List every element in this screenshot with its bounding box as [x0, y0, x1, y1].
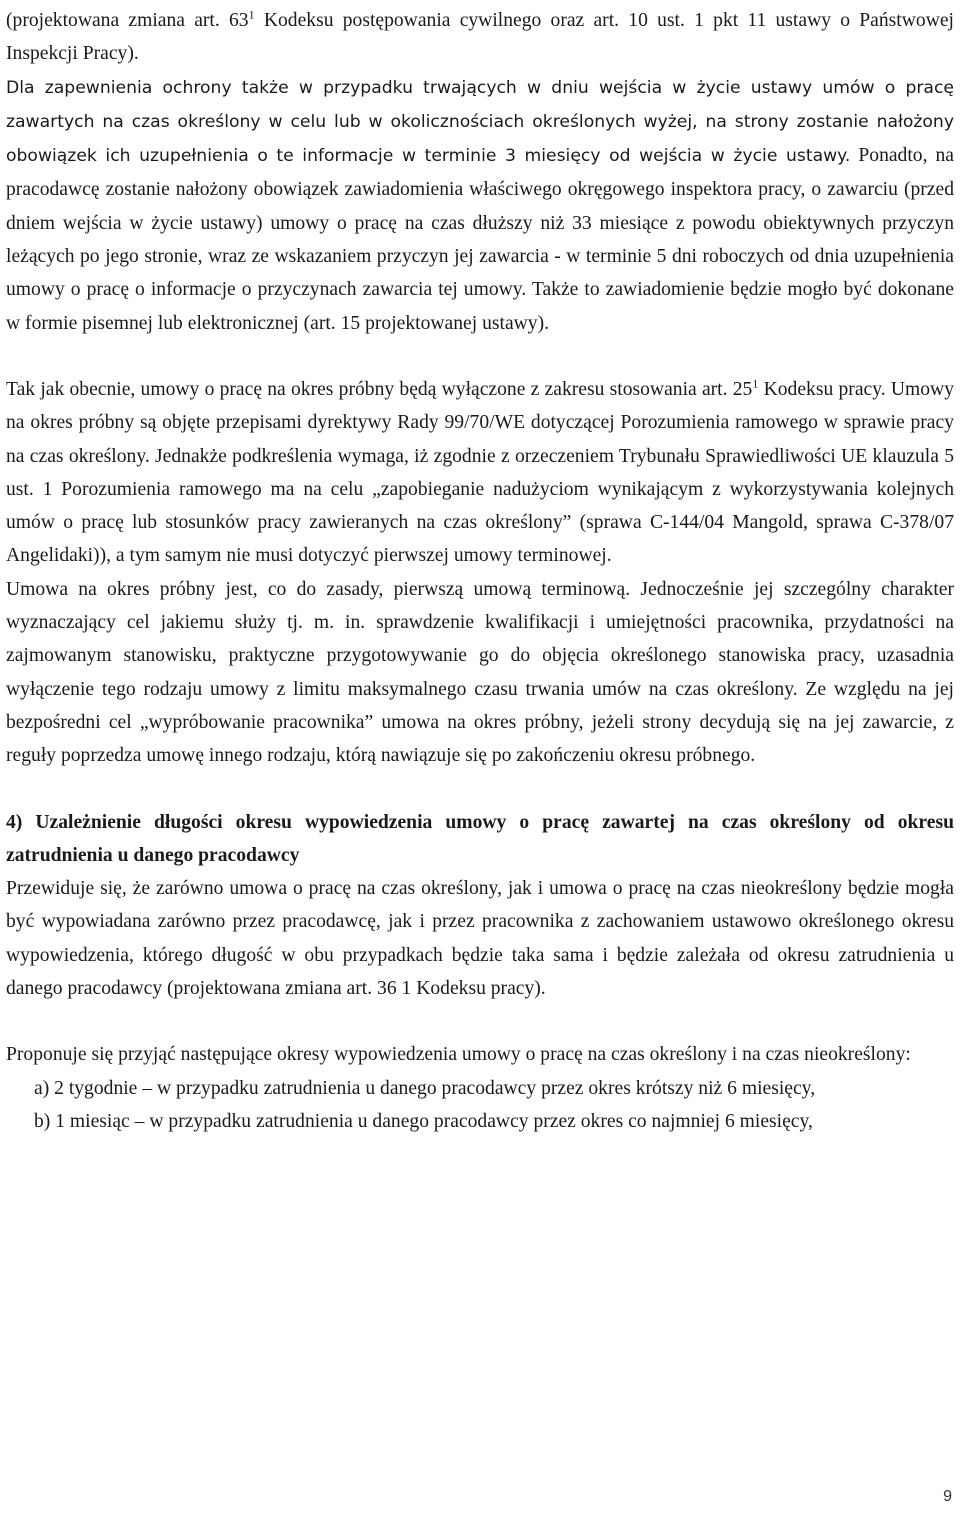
- section-heading: 4) Uzależnienie długości okresu wypowiedzenia umowy o pracę zawartej na czas określony od okresu zatrudnienia u danego pracodawcy: [6, 811, 954, 866]
- paragraph-5: Przewiduje się, że zarówno umowa o pracę na czas określony, jak i umowa o pracę na czas nieokreślony będzie mogła być wypowiadana zarówno przez pracodawcę, jak i przez pracownika z zachowaniem ustawowo określonego okresu wypowiedzenia, którego długość w obu przypadkach będzie taka sama i będzie zależała od okresu zatrudnienia u danego pracodawcy (projektowana zmiana art. 36 1 Kodeksu pracy).: [6, 878, 954, 1000]
- list-item-a: a) 2 tygodnie – w przypadku zatrudnienia u danego pracodawcy przez okres krótszy niż 6 miesięcy,: [34, 1077, 816, 1099]
- paragraph-4: Umowa na okres próbny jest, co do zasady, pierwszą umową terminową. Jednocześnie jej szczególny charakter wyznaczający cel jakiemu służy tj. m. in. sprawdzenie kwalifikacji i umiejętności pracownika, przydatności na zajmowanym stanowisku, praktyczne przygotowywanie go do objęcia określonego stanowiska pracy, uzasadnia wyłączenie tego rodzaju umowy z limitu maksymalnego czasu trwania umów na czas określony. Ze względu na jej bezpośredni cel „wypróbowanie pracownika” umowa na okres próbny, jeżeli strony decydują się na jej zawarcie, z reguły poprzedza umowę innego rodzaju, którą nawiązuje się po zakończeniu okresu próbnego.: [6, 578, 954, 767]
- document-page: [6, 4, 954, 1138]
- paragraph-1-text-a: (projektowana zmiana art. 63: [6, 10, 249, 31]
- paragraph-3: [6, 373, 954, 573]
- paragraph-6: Proponuje się przyjąć następujące okresy wypowiedzenia umowy o pracę na czas określony i na czas nieokreślony:: [6, 1044, 911, 1066]
- paragraph-2: [6, 71, 954, 340]
- paragraph-3-text-b: Kodeksu pracy. Umowy na okres próbny są objęte przepisami dyrektywy Rady 99/70/WE dotyczącej Porozumienia ramowego w sprawie pracy na czas określony. Jednakże podkreślenia wymaga, iż zgodnie z orzeczeniem Trybunału Sprawiedliwości UE klauzula 5 ust. 1 Porozumienia ramowego ma na celu „zapobieganie nadużyciom wynikającym z wykorzystywania kolejnych umów o pracę lub stosunków pracy zawieranych na czas określony” (sprawa C-144/04 Mangold, sprawa C-378/07 Angelidaki)), a tym samym nie musi dotyczyć pierwszej umowy terminowej.: [6, 378, 954, 567]
- spacer: [6, 1005, 954, 1038]
- paragraph-2-text-serif: Ponadto, na pracodawcę zostanie nałożony obowiązek zawiadomienia właściwego okręgowego inspektora pracy, o zawarciu (przed dniem wejścia w życie ustawy) umowy o pracę na czas dłuższy niż 33 miesiące z powodu obiektywnych przyczyn leżących po jego stronie, wraz ze wskazaniem przyczyn jej zawarcia - w terminie 5 dni roboczych od dnia uzupełnienia umowy o pracę o informacje o przyczynach zawarcia tej umowy. Także to zawiadomienie będzie mogło być dokonane w formie pisemnej lub elektronicznej (art. 15 projektowanej ustawy).: [6, 145, 954, 334]
- paragraph-1: [6, 4, 954, 71]
- list-item-b: b) 1 miesiąc – w przypadku zatrudnienia u danego pracodawcy przez okres co najmniej 6 miesięcy,: [34, 1110, 813, 1132]
- paragraph-2-text-sans: Dla zapewnienia ochrony także w przypadku trwających w dniu wejścia w życie ustawy umów o pracę zawartych na czas określony w celu lub w okolicznościach określonych wyżej, na strony zostanie nałożony obowiązek ich uzupełnienia o te informacje w terminie 3 miesięcy od wejścia w życie ustawy.: [6, 77, 954, 167]
- paragraph-1-text-b: Kodeksu postępowania cywilnego oraz art. 10 ust. 1 pkt 11 ustawy o Państwowej Inspekcji Pracy).: [6, 10, 954, 65]
- spacer: [6, 340, 954, 373]
- superscript-1: 1: [248, 7, 255, 22]
- page-number: 9: [943, 1488, 952, 1505]
- paragraph-3-text-a: Tak jak obecnie, umowy o pracę na okres próbny będą wyłączone z zakresu stosowania art. 25: [6, 378, 753, 400]
- spacer: [6, 773, 954, 806]
- superscript-2: 1: [752, 376, 759, 391]
